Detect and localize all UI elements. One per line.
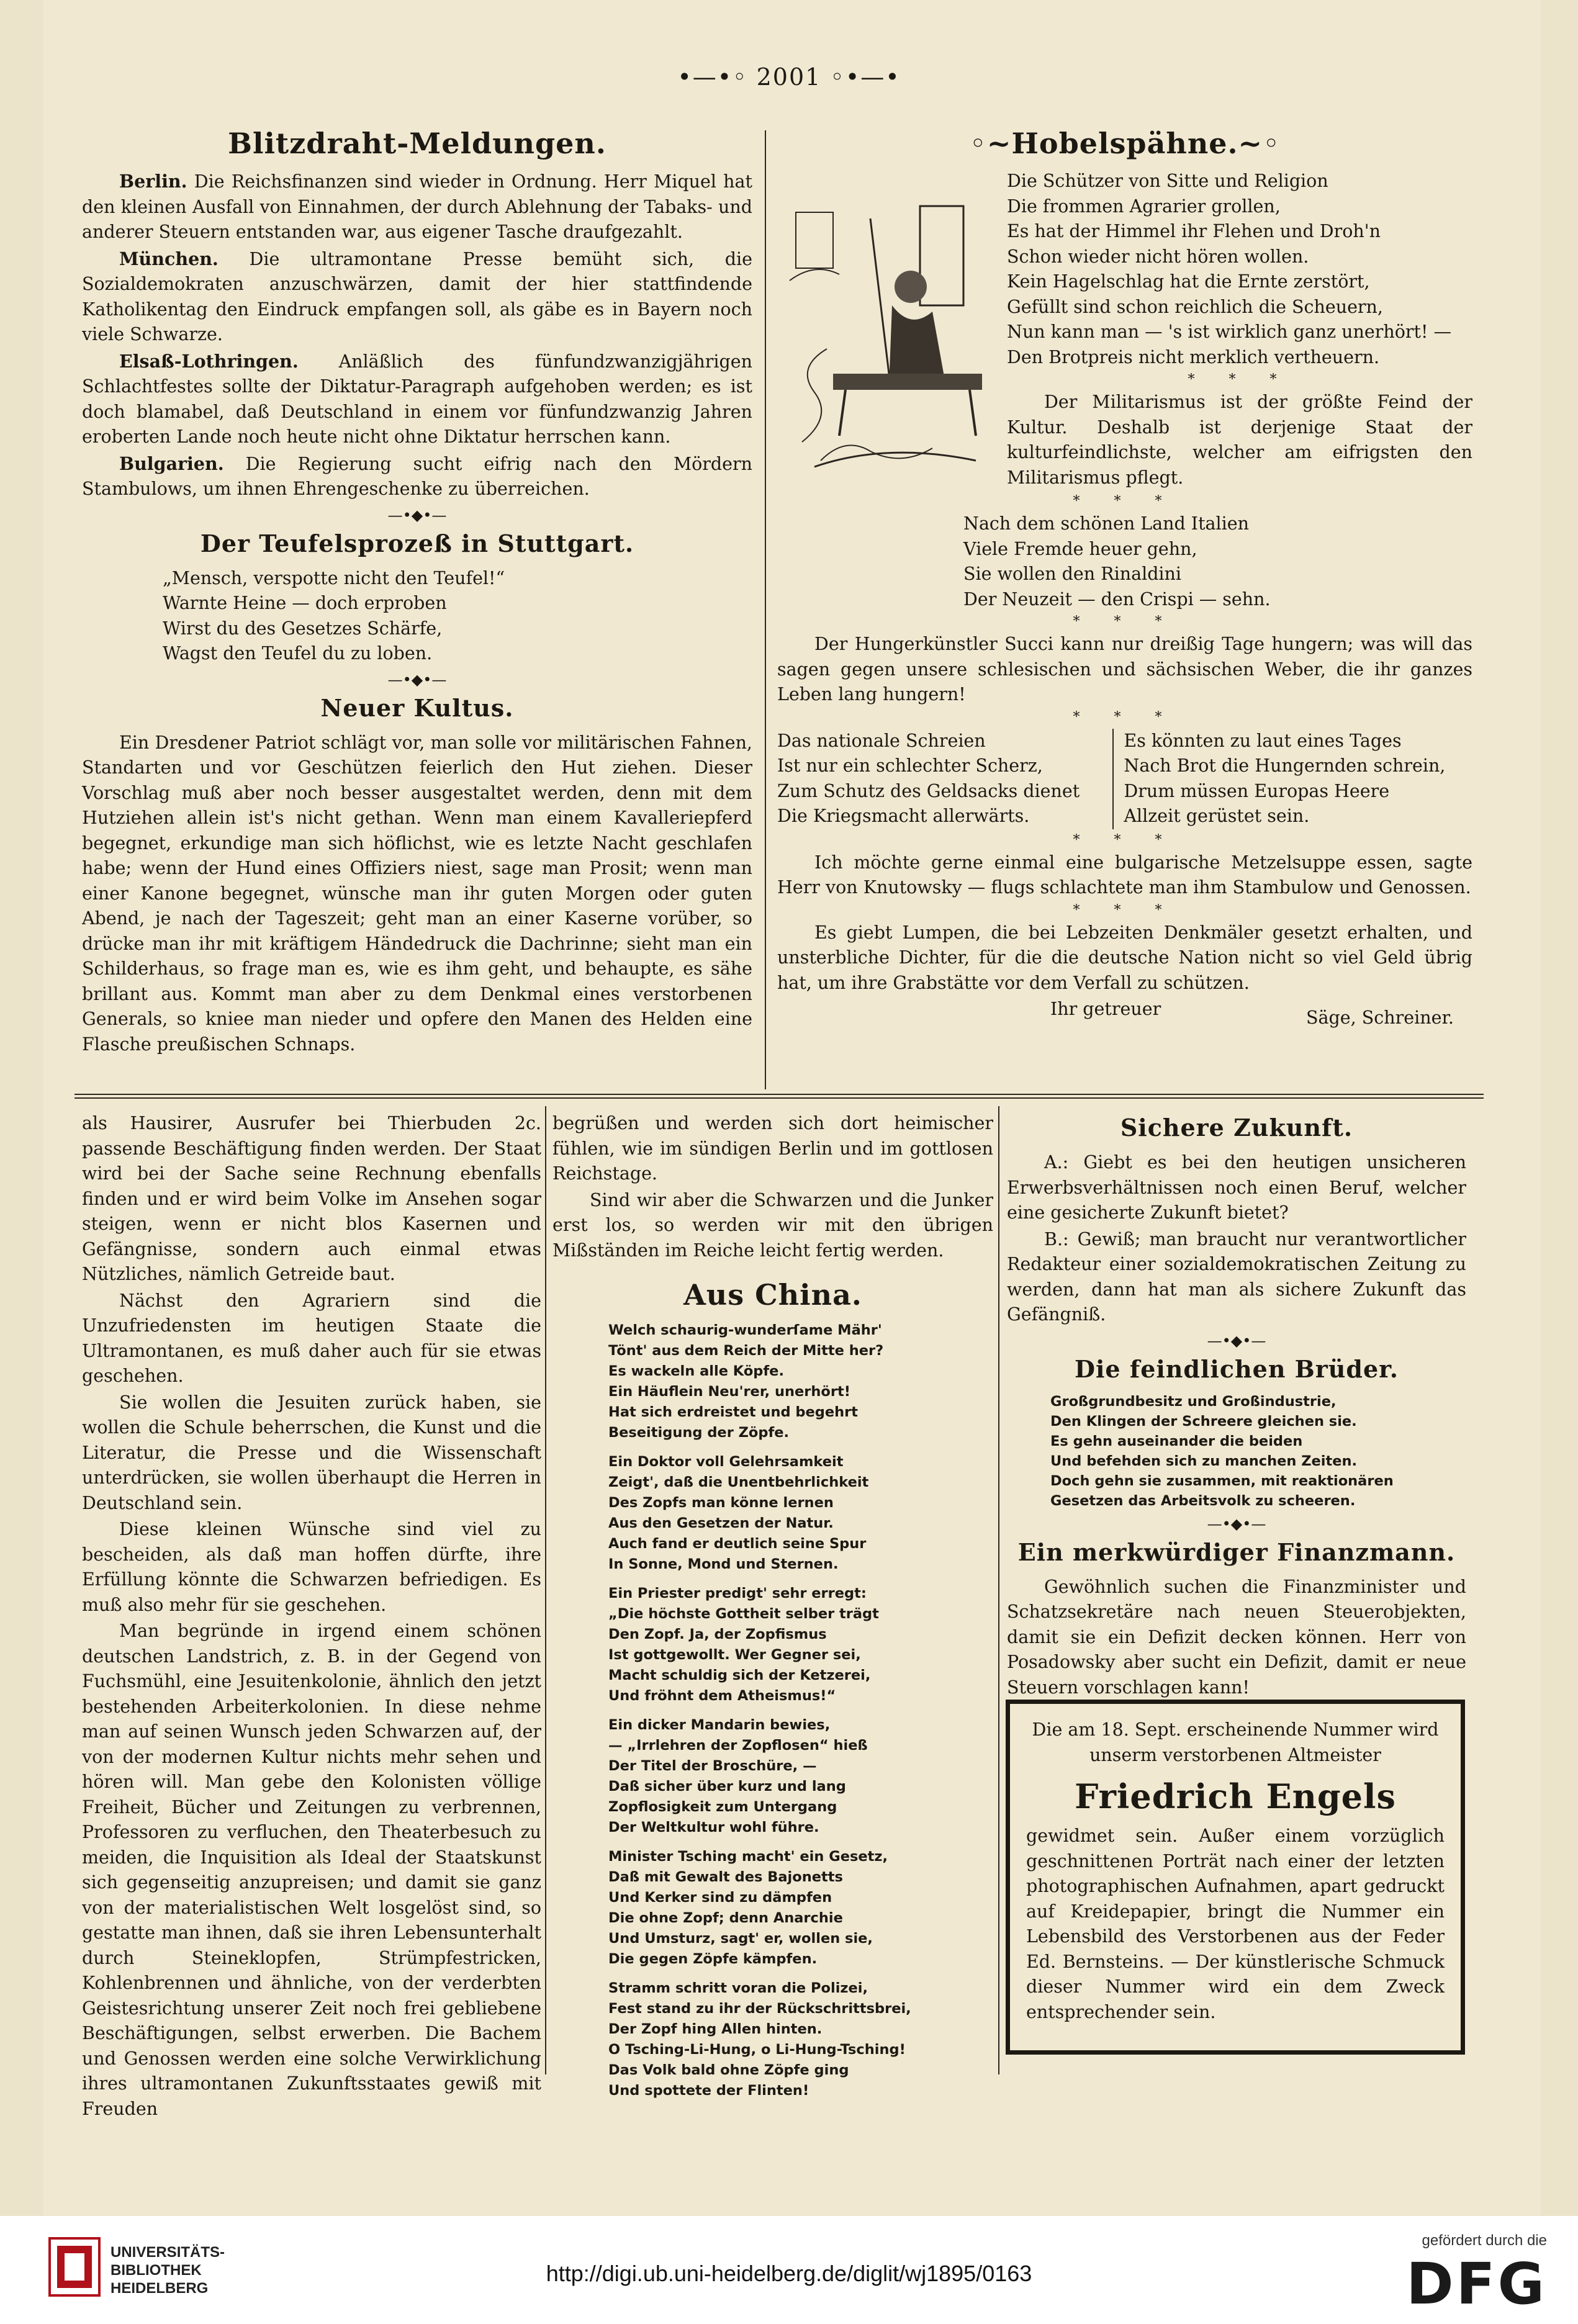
finanz-text: Gewöhnlich suchen die Finanzminister und Schatzsekretäre nach neuen Steuerobjekten, damit sie ein Defizit decken können. Herr von Posadowsky aber sucht ein Defizit, damit er neue Steuern vorschlagen kann! bbox=[1007, 1576, 1466, 1698]
blitz-item: Berlin. Die Reichsfinanzen sind wieder in Ordnung. Herr Miquel hat den kleinen Ausfall von Einnahmen, der durch Ablehnung der Tabaks- und anderer Steuern entstanden war, aus eigener Tasche draufgezahlt. bbox=[82, 171, 752, 242]
upper-left-column bbox=[82, 124, 752, 1058]
carpenter-illustration bbox=[777, 169, 994, 479]
engels-announcement-box bbox=[1006, 1700, 1465, 2055]
kultus-text: Ein Dresdener Patriot schlägt vor, man solle vor militärischen Fahnen, Standarten und vor Geschützen feierlich den Hut ziehen. Dieser Vorschlag muß aber noch besser ausgestaltet werden, denn mit dem Hutziehen allein ist's nicht gethan. Wenn man einem Kavalleriepferd begegnet, erkundige man sich höflichst, wie es letzte Nacht geschlafen habe; wenn der Hund eines Offiziers niest, sage man Prosit; wenn man einer Kanone begegnet, wünsche man ihr guten Morgen oder guten Abend, je nach der Tageszeit; geht man an einer Kaserne vorüber, so drücke man ihr mit kräftigem Händedruck die Dachrinne; sieht man ein Schilderhaus, so frage man es, wie es ihm geht, und behaupte, es sähe brillant aus. Kommt man aber zu dem Denkmal eines verstorbenen Generals, so kniee man nieder und opfere den Manen des Helden eine Flasche preußischen Schnaps. bbox=[82, 732, 752, 1055]
china-poem bbox=[552, 1320, 993, 2101]
lower-right-column bbox=[1007, 1111, 1466, 1701]
announcement-name: Friedrich Engels bbox=[1075, 1777, 1396, 1816]
horizontal-divider bbox=[74, 1094, 1484, 1095]
asterisk-separator: * * * bbox=[1073, 614, 1177, 629]
china-stanza: Ein Priester predigt' sehr erregt: „Die höchste Gottheit selber trägt Den Zopf. Ja, der Zopfismus Ist gottgewollt. Wer Gegner sei, Macht schuldig sich der Ketzerei, Und fröhnt dem Atheismus!“ bbox=[608, 1585, 879, 1704]
text-paragraph: Sie wollen die Jesuiten zurück haben, sie wollen die Schule beherrschen, die Kunst und die Literatur, die Presse und die Wissenschaft unterdrücken, sie wollen überhaupt die Herren in Deutschland sein. bbox=[82, 1392, 541, 1513]
text-paragraph: Sind wir aber die Schwarzen und die Junker erst los, so werden wir mit den übrigen Mißständen im Reiche leicht fertig werden. bbox=[552, 1189, 993, 1261]
upper-right-column bbox=[777, 124, 1472, 1034]
china-stanza: Stramm schritt voran die Polizei, Fest stand zu ihr der Rückschrittsbrei, Der Zopf hing Allen hinten. O Tsching-Li-Hung, o Li-Hung-Tsching! Das Volk bald ohne Zöpfe ging Und spottete der Flinten! bbox=[608, 1980, 911, 2099]
china-title: Aus China. bbox=[683, 1278, 862, 1312]
china-stanza: Ein dicker Mandarin bewies, — „Irrlehren der Zopflosen“ hieß Der Titel der Broschüre, — Daß sicher über kurz und lang Zopflosigkeit zum Untergang Der Weltkultur wohl führe. bbox=[608, 1717, 868, 1835]
text-paragraph: als Hausirer, Ausrufer bei Thierbuden 2c. passende Beschäftigung finden werden. Der Staat wird bei der Sache seine Rechnung ebenfalls finden und er wird beim Volke im Ansehen sogar steigen, wenn er nicht blos Kasernen und Gefängnisse, sondern auch einmal etwas Nützliches, nämlich Getreide baut. bbox=[82, 1113, 541, 1284]
sicher-b: B.: Gewiß; man braucht nur verantwortlicher Redakteur einer sozialdemokratischen Zeitung zu werden, dann hat man als sichere Zukunft das Gefängniß. bbox=[1007, 1228, 1466, 1325]
finanz-title: Ein merkwürdiger Finanzmann. bbox=[1017, 1538, 1456, 1566]
kultus-title: Neuer Kultus. bbox=[320, 693, 514, 722]
column-divider bbox=[765, 130, 766, 1089]
divider-ornament: —•◆•— bbox=[1207, 1331, 1266, 1349]
signature: Ihr getreuer Säge, Schreiner. bbox=[1050, 999, 1454, 1028]
blitz-item: Elsaß-Lothringen. Anläßlich des fünfundzwanzigjährigen Schlachtfestes sollte der Diktatur-Paragraph aufgehoben werden; es ist doch blamabel, daß Deutschland in einem vor fünfundzwanzig Jahren eroberten Lande noch heute nicht ohne Diktatur herrschen kann. bbox=[82, 350, 752, 447]
divider-ornament: —•◆•— bbox=[387, 670, 447, 688]
militarism-text: Der Militarismus ist der größte Feind der Kultur. Deshalb ist derjenige Staat der kulturfeindlichste, welcher am eifrigsten den Militarismus pflegt. bbox=[1007, 392, 1472, 488]
blitz-item: München. Die ultramontane Presse bemüht sich, die Sozialdemokraten anzuschwärzen, damit der hier stattfindende Katholikentag den Eindruck empfangen soll, als gäbe es in Bayern noch viele Schwarze. bbox=[82, 248, 752, 345]
page-number: •—•◦ 2001 ◦•—• bbox=[677, 63, 901, 91]
horizontal-divider bbox=[74, 1097, 1484, 1099]
column-divider bbox=[545, 1106, 546, 2074]
blitz-item: Bulgarien. Die Regierung sucht eifrig nach den Mördern Stambulows, um ihnen Ehrengeschenke zu überreichen. bbox=[82, 453, 752, 499]
succi-text: Der Hungerkünstler Succi kann nur dreißig Tage hungern; was will das sagen gegen unsere schlesischen und sächsischen Weber, die ihr ganzes Leben lang hungern! bbox=[777, 634, 1472, 705]
china-stanza: Ein Doktor voll Gelehrsamkeit Zeigt', daß die Unentbehrlichkeit Des Zopfs man könne lernen Aus den Gesetzen der Natur. Auch fand er deutlich seine Spur In Sonne, Mond und Sternen. bbox=[608, 1454, 869, 1572]
divider-ornament: —•◆•— bbox=[387, 506, 447, 524]
bulgar-text: Ich möchte gerne einmal eine bulgarische Metzelsuppe essen, sagte Herr von Knutowsky — flugs schlachtete man ihm Stambulow und Genossen. bbox=[777, 852, 1472, 898]
teufel-title: Der Teufelsprozeß in Stuttgart. bbox=[200, 529, 634, 557]
sicher-a: A.: Giebt es bei den heutigen unsicheren Erwerbsverhältnissen noch einen Beruf, welcher eine gesicherte Zukunft bietet? bbox=[1007, 1152, 1466, 1223]
announcement-intro: Die am 18. Sept. erscheinende Nummer wird unserm verstorbenen Altmeister bbox=[1032, 1719, 1439, 1765]
lower-left-column bbox=[82, 1111, 541, 2123]
asterisk-separator: * * * bbox=[1073, 709, 1177, 725]
asterisk-separator: * * * bbox=[1073, 832, 1177, 848]
hobel-stanza-2: Nach dem schönen Land Italien Viele Fremde heuer gehn, Sie wollen den Rinaldini Der Neuzeit — den Crispi — sehn. bbox=[963, 513, 1271, 610]
funding-label: gefördert durch die bbox=[1422, 2232, 1547, 2249]
announcement-body: gewidmet sein. Außer einem vorzüglich geschnittenen Porträt nach einer der letzten photographischen Aufnahmen, apart gedruckt auf Kreidepapier, bringt die Nummer ein Lebensbild des Verstorbenen aus der Feder Ed. Bernsteins. — Der künstlerische Schmuck dieser Nummer wird ein dem Zweck entsprechender sein. bbox=[1026, 1826, 1445, 2022]
china-stanza: Welch schaurig-wunderſame Mähr' Tönt' aus dem Reich der Mitte her? Es wackeln alle Köpfe. Ein Häuflein Neu'rer, unerhört! Hat sich erdreistet und begehrt Beseitigung der Zöpfe. bbox=[608, 1322, 884, 1441]
blitz-title: Blitzdraht-Meldungen. bbox=[228, 127, 606, 160]
lumpen-text: Es giebt Lumpen, die bei Lebzeiten Denkmäler gesetzt erhalten, und unsterbliche Dichter, für die die deutsche Nation nicht so viel Geld übrig hat, um ihre Grabstätte vor dem Verfall zu schützen. bbox=[777, 922, 1472, 993]
text-paragraph: begrüßen und werden sich dort heimischer fühlen, wie im sündigen Berlin und im gottlosen Reichstage. bbox=[552, 1113, 993, 1184]
text-paragraph: Nächst den Agrariern sind die Unzufriedensten im heutigen Staate die Ultramontanen, es muß daher auch für sie etwas geschehen. bbox=[82, 1290, 541, 1386]
hobel-stanza-1: Die Schützer von Sitte und Religion Die frommen Agrarier grollen, Es hat der Himmel ihr Flehen und Droh'n Schon wieder nicht hören wollen. Kein Hagelschlag hat die Ernte zerstört, Gefüllt sind schon reichlich die Scheuern, Nun kann man — 's ist wirklich ganz unerhört! — Den Brotpreis nicht merklich vertheuern. * * * Der Militarismus ist der größte Feind der Kultur. Deshalb ist derjenige Staat der kulturfeindlichste, welcher am eifrigsten den Militarismus pflegt. bbox=[994, 169, 1472, 492]
source-url[interactable]: http://digi.ub.uni-heidelberg.de/diglit/wj1895/0163 bbox=[546, 2261, 1032, 2286]
column-divider bbox=[998, 1106, 999, 2074]
teufel-poem: „Mensch, verspotte nicht den Teufel!“ Warnte Heine — doch erproben Wirst du des Gesetzes Schärfe, Wagst den Teufel du zu loben. bbox=[163, 567, 505, 664]
brueder-title: Die feindlichen Brüder. bbox=[1075, 1354, 1399, 1383]
text-paragraph: Man begründe in irgend einem schönen deutschen Landstrich, z. B. in der Gegend von Fuchsmühl, eine Jesuitenkolonie, ähnlich den jetzt bestehenden Arbeiterkolonien. In diese nehme man auf seinen Wunsch jeden Schwarzen auf, der von der modernen Kultur nichts mehr sehen und hören will. Man gebe den Kolonisten völlige Freiheit, Bücher und Zeitungen zu verbrennen, Professoren zu verfluchen, den Theaterbesuch zu meiden, die Inquisition als Ideal der Staatskunst sich gegenseitig anzupreisen; und damit sie ganz von der materialistischen Welt losgelöst sind, so gestatte man ihnen, daß sie ihren Lebensunterhalt durch Steineklopfen, Strümpfestricken, Kohlenbrennen und ähnliche, von der verderbten Geistesrichtung unserer Zeit noch frei gebliebene Beschäftigungen, selbst erwerben. Die Bachem und Genossen werden eine solche Verwirklichung ihres ultramontanen Zukunftsstaates gewiß mit Freuden bbox=[82, 1621, 541, 2119]
lower-middle-column bbox=[552, 1111, 993, 2110]
two-column-verse: Das nationale Schreien Ist nur ein schlechter Scherz, Zum Schutz des Geldsacks dienet Die Kriegsmacht allerwärts. Es könnten zu laut eines Tages Nach Brot die Hungernden schrein, Drum müssen Europas Heere Allzeit gerüstet sein. bbox=[777, 729, 1472, 829]
sicher-title: Sichere Zukunft. bbox=[1120, 1114, 1353, 1142]
dfg-logo: DFG bbox=[1406, 2251, 1547, 2317]
divider-ornament: —•◆•— bbox=[1207, 1515, 1266, 1533]
brueder-poem: Großgrundbesitz und Großindustrie, Den Klingen der Schreere gleichen sie. Es gehn auseinander die beiden Und befehden sich zu manchen Zeiten. Doch gehn sie zusammen, mit reaktionären Gesetzen das Arbeitsvolk zu scheeren. bbox=[1050, 1393, 1394, 1509]
china-stanza: Minister Tsching macht' ein Gesetz, Daß mit Gewalt des Bajonetts Und Kerker sind zu dämpfen Die ohne Zopf; denn Anarchie Und Umsturz, sagt' er, wollen sie, Die gegen Zöpfe kämpfen. bbox=[608, 1849, 888, 1967]
text-paragraph: Diese kleinen Wünsche sind viel zu bescheiden, als daß man hoffen dürfte, ihre Erfüllung könnte die Schwarzen befriedigen. Es muß also mehr für sie geschehen. bbox=[82, 1519, 541, 1615]
asterisk-separator: * * * bbox=[1188, 372, 1292, 387]
library-name: UNIVERSITÄTS- BIBLIOTHEK HEIDELBERG bbox=[110, 2244, 225, 2297]
footer-bar bbox=[0, 2216, 1578, 2324]
hobel-title: ◦~Hobelspähne.~◦ bbox=[969, 127, 1281, 160]
asterisk-separator: * * * bbox=[1073, 902, 1177, 918]
asterisk-separator: * * * bbox=[1073, 493, 1177, 509]
